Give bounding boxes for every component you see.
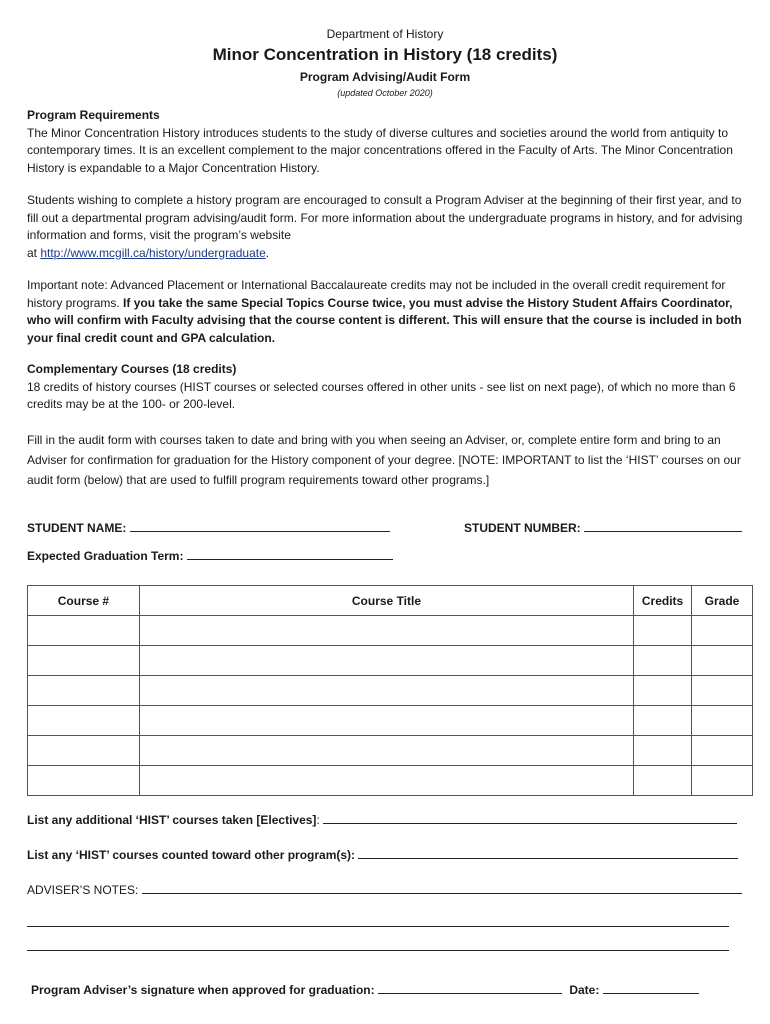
student-number-field[interactable] — [584, 518, 742, 532]
course-number-cell[interactable] — [28, 736, 140, 766]
course-title-cell[interactable] — [139, 766, 633, 796]
grade-cell[interactable] — [692, 706, 753, 736]
adviser-notes-field-1[interactable] — [142, 880, 742, 894]
table-row — [28, 646, 753, 676]
date-field[interactable] — [603, 980, 699, 994]
advising-at: at — [27, 245, 41, 260]
credits-cell[interactable] — [634, 646, 692, 676]
signature-row — [31, 980, 699, 997]
form-title: Minor Concentration in History (18 credits) — [212, 45, 558, 64]
grad-term-field[interactable] — [187, 546, 393, 560]
grad-term-label: Expected Graduation Term: — [27, 549, 184, 563]
complementary-text: 18 credits of history courses (HIST courses or selected courses offered in other units - see list on next page), of which no more than 6 credits may be at the 100- or 200-level. — [27, 379, 736, 411]
student-name-field[interactable] — [130, 518, 390, 532]
other-programs-row — [27, 845, 738, 862]
program-requirements-text: The Minor Concentration History introduces students to the study of diverse cultures and societies around the world from antiquity to contemporary times. It is an excellent complement to the major concentrations offered in the Faculty of Arts. The Minor Concentration History is expandable to a Major Concentration History. — [27, 125, 733, 175]
student-number-label: STUDENT NUMBER: — [464, 521, 581, 535]
date-label: Date: — [569, 983, 600, 997]
other-programs-field[interactable] — [358, 845, 738, 859]
grade-cell[interactable] — [692, 736, 753, 766]
electives-field[interactable] — [323, 810, 737, 824]
course-number-cell[interactable] — [28, 646, 140, 676]
grad-term-row — [27, 546, 393, 563]
course-number-cell[interactable] — [28, 616, 140, 646]
program-requirements-heading: Program Requirements — [27, 108, 160, 122]
adviser-notes-row — [27, 880, 742, 897]
program-requirements-section — [27, 107, 745, 177]
adviser-notes-field-3[interactable] — [27, 937, 729, 951]
other-programs-label: List any ‘HIST’ courses counted toward other program(s): — [27, 848, 356, 862]
student-number-row — [464, 518, 742, 535]
electives-label: List any additional ‘HIST’ courses taken [Electives] — [27, 813, 317, 827]
header-grade: Grade — [692, 586, 753, 616]
credits-cell[interactable] — [634, 706, 692, 736]
adviser-notes-label: ADVISER’S NOTES: — [27, 883, 139, 897]
course-number-cell[interactable] — [28, 676, 140, 706]
electives-row — [27, 810, 737, 827]
course-title-cell[interactable] — [139, 676, 633, 706]
credits-cell[interactable] — [634, 616, 692, 646]
department-name: Department of History — [326, 27, 444, 41]
signature-field[interactable] — [378, 980, 562, 994]
adviser-notes-field-2[interactable] — [27, 913, 729, 927]
grade-cell[interactable] — [692, 766, 753, 796]
table-row — [28, 676, 753, 706]
adviser-notes-line-2 — [27, 913, 729, 930]
table-row — [28, 766, 753, 796]
table-row — [28, 706, 753, 736]
advising-end: . — [265, 245, 270, 260]
updated-date: (updated October 2020) — [337, 88, 433, 98]
header-credits: Credits — [634, 586, 692, 616]
complementary-heading: Complementary Courses (18 credits) — [27, 362, 237, 376]
course-audit-table — [27, 585, 753, 796]
important-note-text: Important note: Advanced Placement or International Baccalaureate credits may not be included in the overall credit requirement for history programs. — [27, 278, 726, 310]
electives-colon: : — [316, 813, 320, 827]
table-row — [28, 616, 753, 646]
complementary-section — [27, 361, 745, 414]
table-header-row — [28, 586, 753, 616]
advising-paragraph — [27, 192, 745, 262]
course-number-cell[interactable] — [28, 706, 140, 736]
special-topics-note: If you take the same Special Topics Course twice, you must advise the History Student Affairs Coordinator, who will confirm with Faculty advising that the course content is different. This will ensure that the course is included in both your final credit count and GPA calculation. — [27, 295, 742, 345]
header-course-number: Course # — [28, 586, 140, 616]
student-name-label: STUDENT NAME: — [27, 521, 127, 535]
course-title-cell[interactable] — [139, 646, 633, 676]
signature-label: Program Adviser’s signature when approved for graduation: — [31, 983, 375, 997]
credits-cell[interactable] — [634, 736, 692, 766]
instructions-paragraph: Fill in the audit form with courses taken to date and bring with you when seeing an Adviser, or, complete entire form and bring to an Adviser for confirmation for graduation for the History component of your degree. [NOTE: IMPORTANT to list the ‘HIST’ courses on our audit form (below) that are used to fulfill program requirements toward other programs.] — [27, 433, 741, 487]
adviser-notes-line-3 — [27, 937, 729, 954]
grade-cell[interactable] — [692, 616, 753, 646]
important-note — [27, 277, 745, 347]
form-subtitle: Program Advising/Audit Form — [299, 70, 471, 84]
program-website-link[interactable]: http://www.mcgill.ca/history/undergraduate — [40, 245, 266, 260]
header-course-title: Course Title — [139, 586, 633, 616]
course-title-cell[interactable] — [139, 616, 633, 646]
grade-cell[interactable] — [692, 646, 753, 676]
advising-text: Students wishing to complete a history program are encouraged to consult a Program Adviser at the beginning of their first year, and to fill out a departmental program advising/audit form. For more information about the undergraduate programs in history, and for advising information and forms, visit the program’s website — [27, 193, 743, 242]
student-name-row — [27, 518, 390, 535]
credits-cell[interactable] — [634, 676, 692, 706]
grade-cell[interactable] — [692, 676, 753, 706]
table-row — [28, 736, 753, 766]
credits-cell[interactable] — [634, 766, 692, 796]
course-title-cell[interactable] — [139, 736, 633, 766]
course-title-cell[interactable] — [139, 706, 633, 736]
course-number-cell[interactable] — [28, 766, 140, 796]
